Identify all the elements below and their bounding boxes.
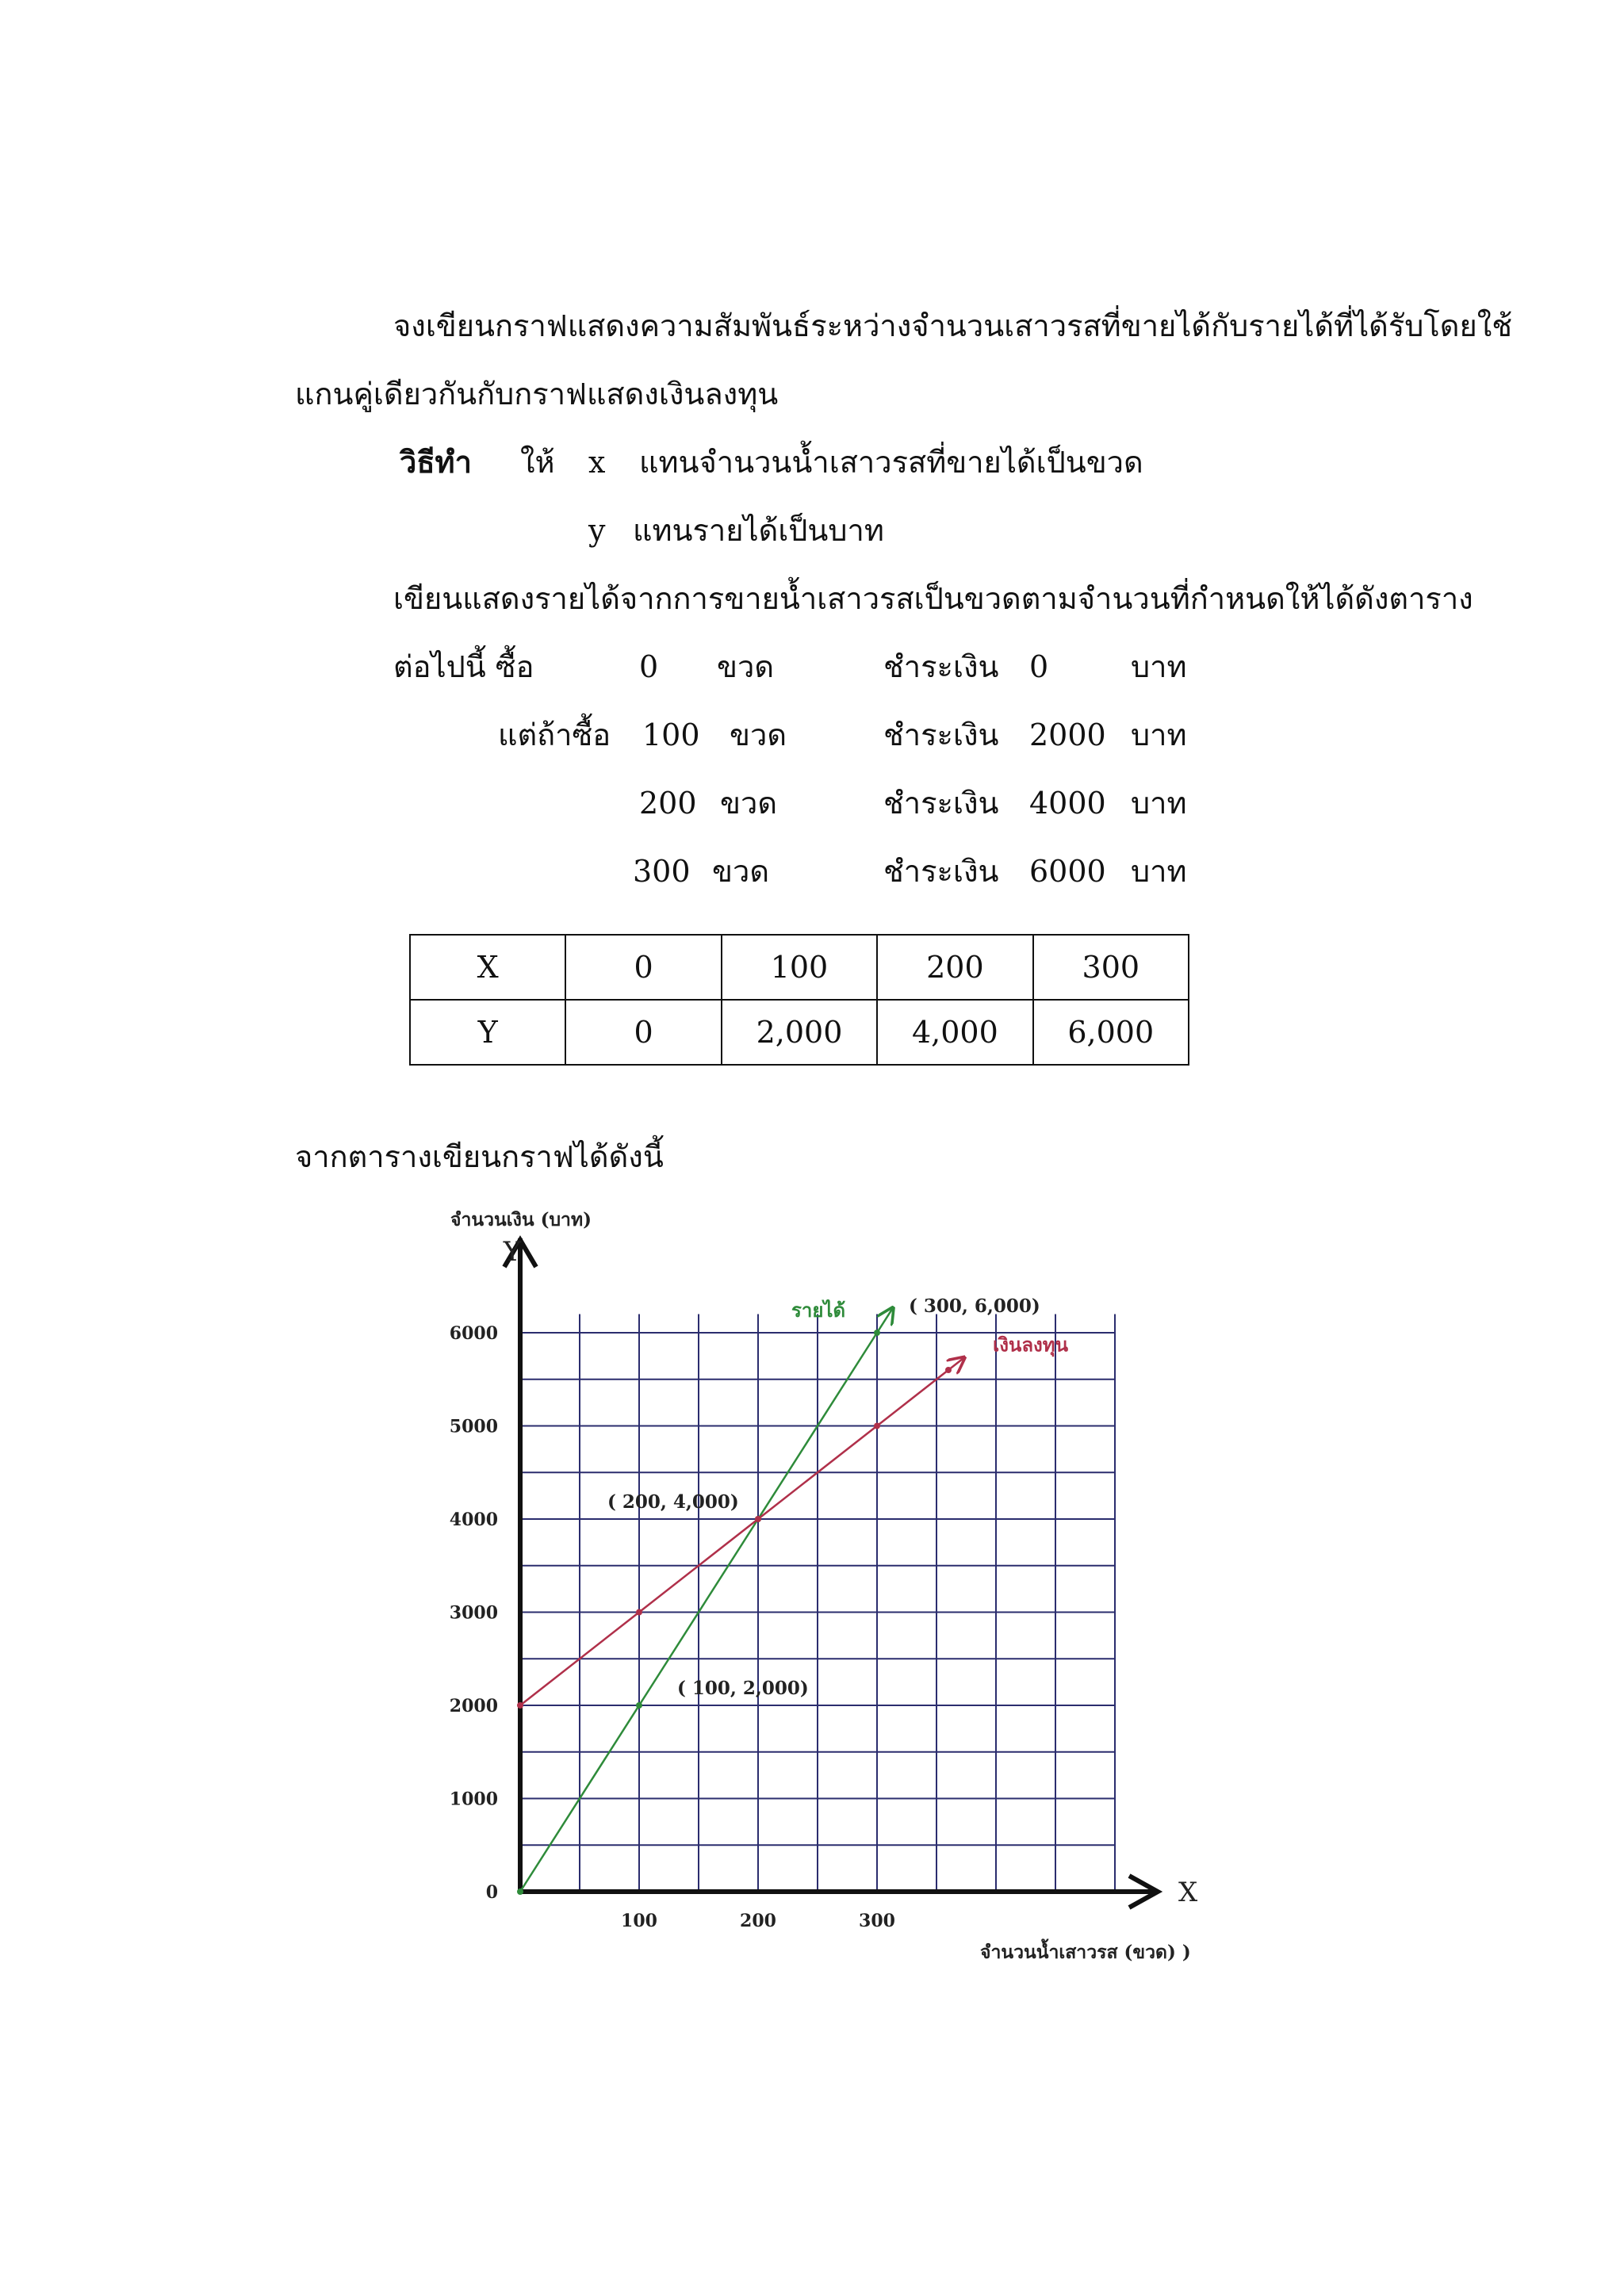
- series-label: รายได้: [791, 1299, 846, 1322]
- x-tick-label: 100: [621, 1911, 657, 1931]
- xy-value-table: [409, 934, 1189, 1066]
- purchase-amount: 2000: [1029, 718, 1106, 752]
- y-tick-label: 5000: [449, 1416, 498, 1437]
- data-point: [517, 1702, 523, 1709]
- purchase-currency: บาท: [1131, 718, 1187, 752]
- table-cell: 300: [1033, 935, 1189, 1000]
- table-row: [410, 935, 1189, 1000]
- table-cell: 200: [877, 935, 1032, 1000]
- problem-line-2: แกนคู่เดียวกันกับกราฟแสดงเงินลงทุน: [295, 377, 779, 411]
- table-cell: 6,000: [1033, 1000, 1189, 1065]
- y-tick-label: 2000: [449, 1696, 498, 1716]
- intro-line-2-prefix: ต่อไปนี้ ซื้อ: [393, 649, 534, 684]
- table-cell: 0: [565, 935, 721, 1000]
- purchase-pay: ชำระเงิน: [883, 854, 999, 889]
- purchase-qty: 300: [633, 854, 691, 889]
- purchase-pay: ชำระเงิน: [883, 718, 999, 752]
- purchase-amount: 4000: [1029, 786, 1106, 821]
- point-annotation: ( 100, 2,000): [677, 1678, 809, 1699]
- purchase-currency: บาท: [1131, 854, 1187, 889]
- purchase-qty: 100: [642, 718, 700, 752]
- purchase-amount: 0: [1029, 649, 1049, 684]
- x-axis-title: จำนวนน้ำเสาวรส (ขวด) ): [980, 1942, 1191, 1963]
- table-cell: Y: [410, 1000, 565, 1065]
- purchase-unit: ขวด: [717, 649, 774, 684]
- graph-caption: จากตารางเขียนกราฟได้ดังนี้: [295, 1139, 664, 1174]
- table-cell: 2,000: [722, 1000, 877, 1065]
- intro-line-1: เขียนแสดงรายได้จากการขายน้ำเสาวรสเป็นขวดตามจำนวนที่กำหนดให้ได้ดังตาราง: [393, 581, 1473, 616]
- purchase-amount: 6000: [1029, 854, 1106, 889]
- point-annotation: ( 200, 4,000): [607, 1491, 739, 1513]
- point-annotation: ( 300, 6,000): [909, 1295, 1040, 1317]
- series-label: เงินลงทุน: [993, 1333, 1068, 1357]
- income-investment-line-chart: [428, 1205, 1269, 1966]
- x-tick-label: 300: [859, 1911, 895, 1931]
- chart-series: [517, 1299, 1069, 1895]
- method-let: ให้: [520, 445, 555, 480]
- x-tick-label: 200: [740, 1911, 776, 1931]
- purchase-currency: บาท: [1131, 649, 1187, 684]
- table-cell: 4,000: [877, 1000, 1032, 1065]
- purchase-unit: ขวด: [720, 786, 777, 821]
- method-x-var: x: [588, 445, 606, 480]
- purchase-unit: ขวด: [730, 718, 787, 752]
- method-y-desc: แทนรายได้เป็นบาท: [633, 513, 884, 548]
- series-line: [520, 1308, 893, 1892]
- data-point: [755, 1516, 761, 1522]
- data-point: [636, 1702, 642, 1709]
- series-line: [520, 1357, 964, 1705]
- table-row: [410, 1000, 1189, 1065]
- purchase-currency: บาท: [1131, 786, 1187, 821]
- data-point: [517, 1888, 523, 1895]
- y-tick-label: 6000: [449, 1323, 498, 1344]
- problem-line-1: จงเขียนกราฟแสดงความสัมพันธ์ระหว่างจำนวนเสาวรสที่ขายได้กับรายได้ที่ได้รับโดยใช้: [393, 308, 1513, 343]
- method-y-var: y: [588, 513, 606, 548]
- data-point: [874, 1423, 880, 1429]
- intro-if-buy: แต่ถ้าซื้อ: [498, 718, 611, 752]
- purchase-pay: ชำระเงิน: [883, 786, 999, 821]
- purchase-pay: ชำระเงิน: [883, 649, 999, 684]
- table-cell: X: [410, 935, 565, 1000]
- purchase-qty: 0: [639, 649, 659, 684]
- purchase-unit: ขวด: [712, 854, 769, 889]
- method-x-desc: แทนจำนวนน้ำเสาวรสที่ขายได้เป็นขวด: [639, 445, 1143, 480]
- y-tick-label: 0: [485, 1882, 498, 1903]
- y-tick-label: 1000: [449, 1789, 498, 1810]
- data-point: [636, 1609, 642, 1616]
- data-point: [874, 1330, 880, 1336]
- x-axis-letter: X: [1178, 1877, 1198, 1908]
- data-point: [945, 1367, 952, 1373]
- y-axis-title: จำนวนเงิน (บาท): [450, 1209, 592, 1230]
- chart-grid: [520, 1314, 1115, 1892]
- method-heading: วิธีทำ: [400, 444, 472, 480]
- table-cell: 100: [722, 935, 877, 1000]
- y-tick-label: 3000: [449, 1602, 498, 1624]
- purchase-qty: 200: [639, 786, 697, 821]
- y-axis-letter: Y: [503, 1236, 522, 1268]
- table-cell: 0: [565, 1000, 721, 1065]
- chart-labels: [450, 1209, 1198, 1963]
- y-tick-label: 4000: [449, 1510, 498, 1530]
